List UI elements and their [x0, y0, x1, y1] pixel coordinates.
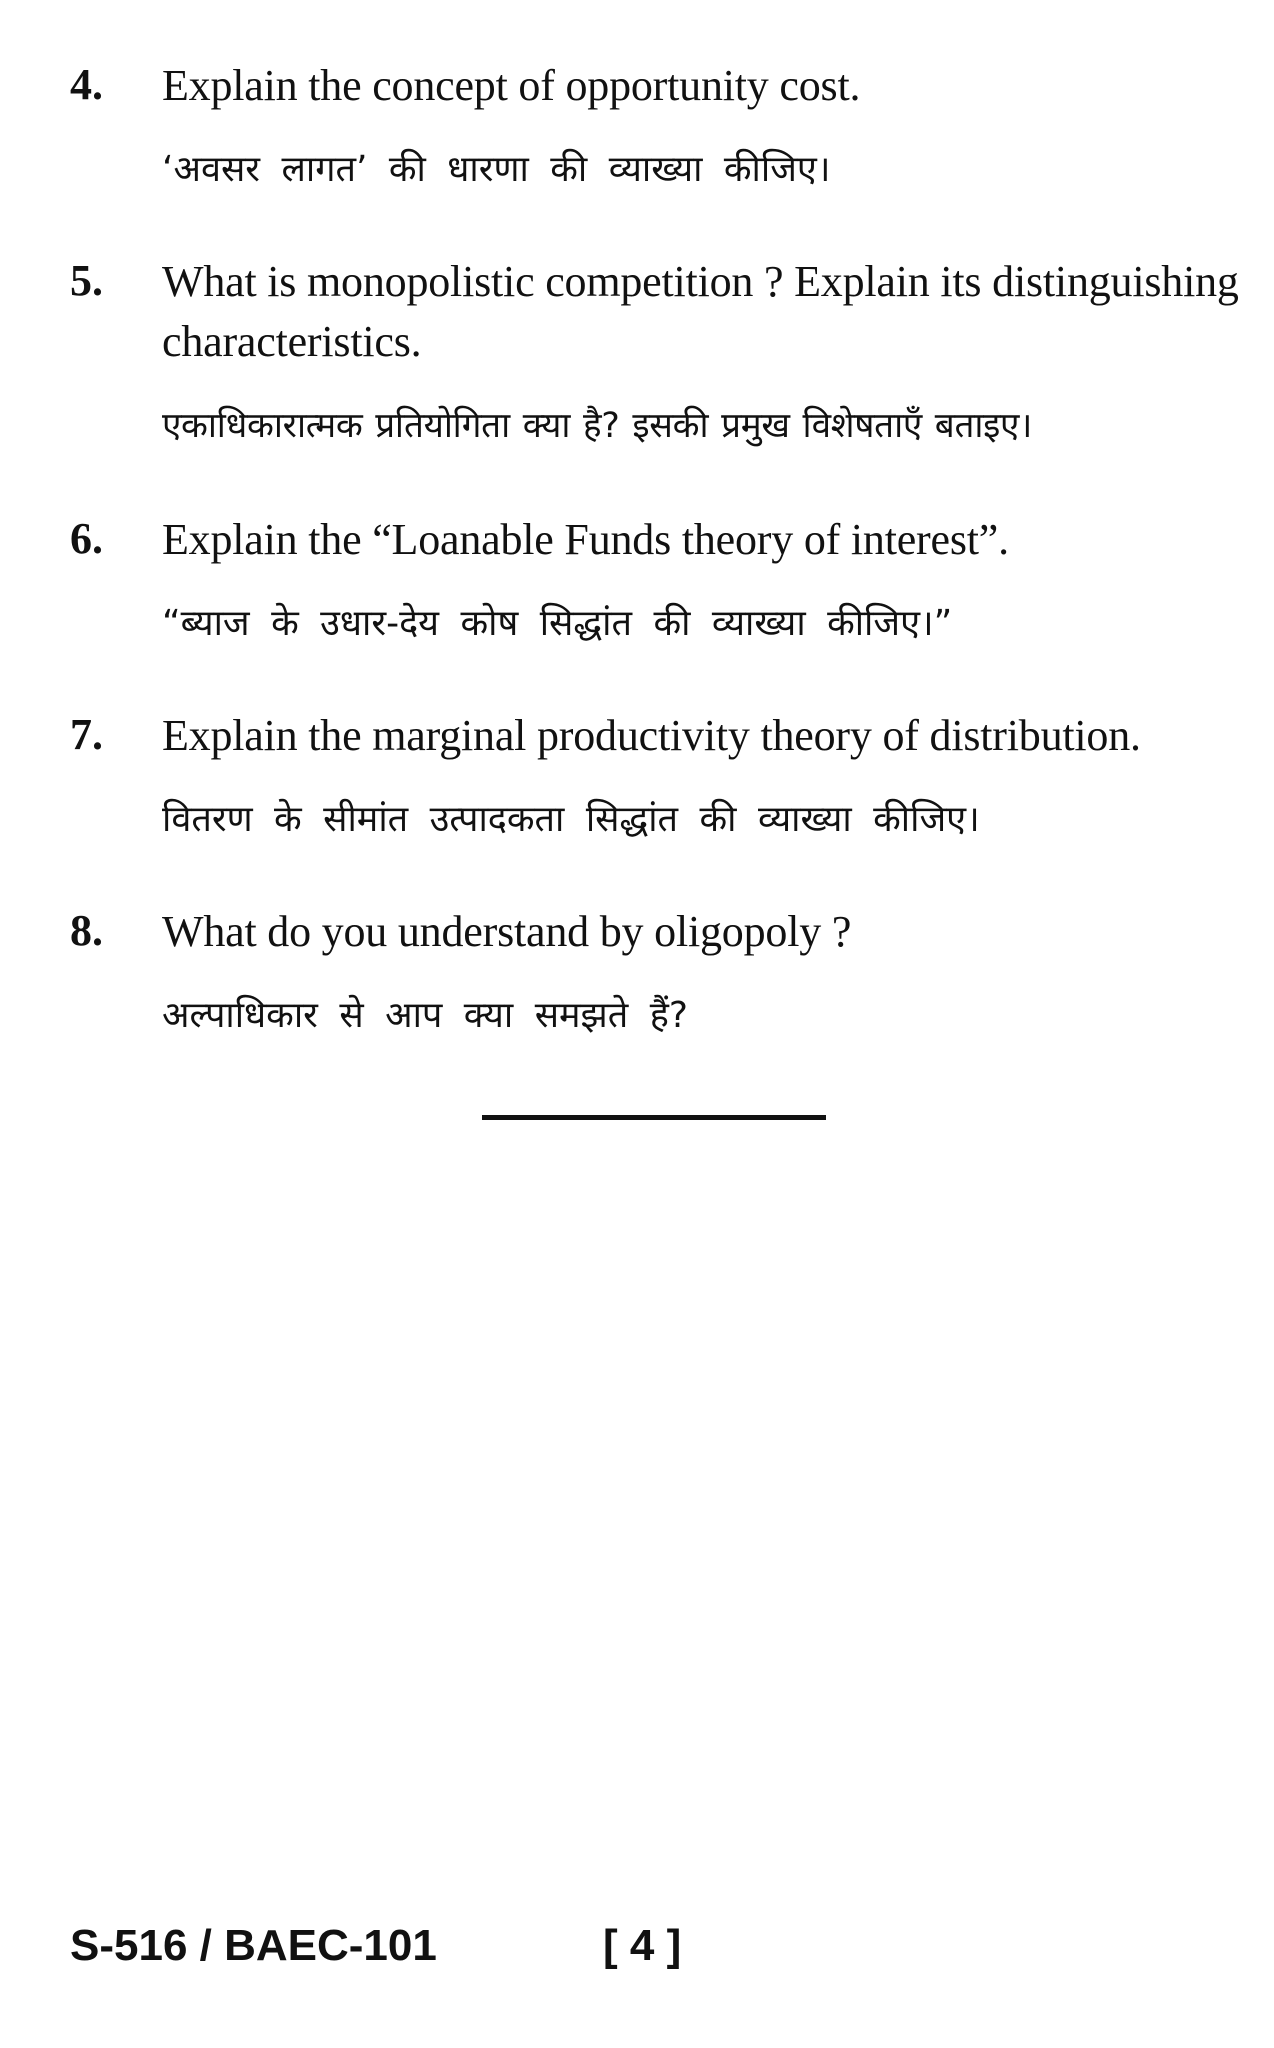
- question-number: 8.: [70, 906, 103, 955]
- question-english-text: What is monopolistic competition ? Explain its distinguishing characteristics.: [162, 257, 1239, 366]
- question-body: [162, 56, 1242, 200]
- question-english-text: Explain the concept of opportunity cost.: [162, 61, 861, 110]
- question-english-text: Explain the marginal productivity theory of distribution.: [162, 711, 1141, 760]
- question-number: 5.: [70, 256, 103, 305]
- question-body: [162, 252, 1242, 456]
- question-number: 7.: [70, 710, 103, 759]
- question-hindi-text: ‘अवसर लागत’ की धारणा की व्याख्या कीजिए।: [162, 149, 831, 190]
- question-body: [162, 902, 1242, 1046]
- page-number: [ 4 ]: [603, 1921, 682, 1970]
- question-hindi-text: अल्पाधिकार से आप क्या समझते हैं?: [162, 995, 688, 1036]
- question-hindi-text: “ब्याज के उधार-देय कोष सिद्धांत की व्याख्या कीजिए।”: [162, 603, 953, 644]
- question-english-text: Explain the “Loanable Funds theory of interest”.: [162, 515, 1009, 564]
- question-body: [162, 510, 1242, 654]
- question-hindi-text: वितरण के सीमांत उत्पादकता सिद्धांत की व्याख्या कीजिए।: [162, 799, 980, 840]
- end-of-questions-rule: [482, 1115, 826, 1120]
- paper-code: S-516 / BAEC-101: [70, 1921, 437, 1970]
- question-number: 6.: [70, 514, 103, 563]
- question-english-text: What do you understand by oligopoly ?: [162, 907, 852, 956]
- question-body: [162, 706, 1242, 850]
- question-number: 4.: [70, 60, 103, 109]
- question-hindi-text: एकाधिकारात्मक प्रतियोगिता क्या है? इसकी प्रमुख विशेषताएँ बताइए।: [162, 406, 1033, 446]
